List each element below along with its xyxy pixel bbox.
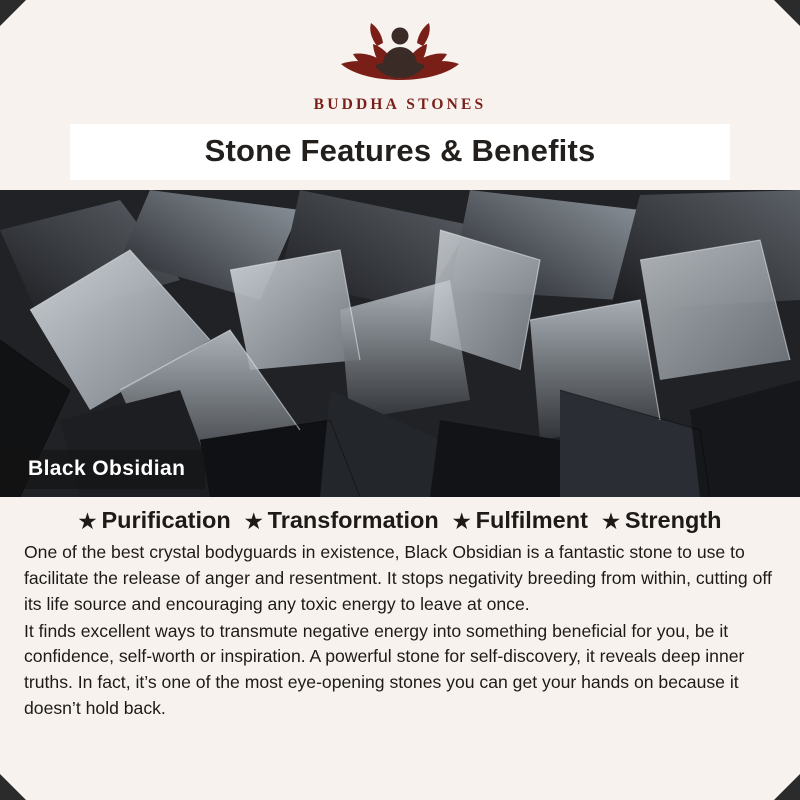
corner-wedge-bottom-left bbox=[0, 774, 26, 800]
brand-header bbox=[0, 0, 800, 114]
benefit-item bbox=[602, 507, 722, 534]
benefits-list bbox=[24, 497, 776, 538]
star-icon: ★ bbox=[244, 511, 263, 533]
benefit-item bbox=[245, 507, 439, 534]
benefit-label: Fulfilment bbox=[475, 507, 588, 533]
star-icon: ★ bbox=[601, 511, 620, 533]
benefit-label: Purification bbox=[101, 507, 231, 533]
hero-image bbox=[0, 190, 800, 497]
description-paragraph-2: It finds excellent ways to transmute negative energy into something beneficial for you, be it confidence, self-worth or inspiration. A powerful stone for self-discovery, it reveals deep inner truths. In fact, it’s one of the most eye-opening stones you can get your hands on because it doesn’t hold back. bbox=[24, 620, 745, 719]
benefit-label: Transformation bbox=[267, 507, 439, 533]
star-icon: ★ bbox=[78, 511, 97, 533]
benefit-item bbox=[453, 507, 588, 534]
description-body bbox=[24, 540, 776, 722]
benefit-label: Strength bbox=[624, 507, 722, 533]
page-title: Stone Features & Benefits bbox=[204, 133, 596, 168]
description-paragraph-1: One of the best crystal bodyguards in existence, Black Obsidian is a fantastic stone to use to facilitate the release of anger and resentment. It stops negativity breeding from within, cutting off its life source and encouraging any toxic energy to leave at once. bbox=[24, 542, 772, 614]
corner-wedge-top-left bbox=[0, 0, 26, 26]
star-icon: ★ bbox=[452, 511, 471, 533]
benefit-item bbox=[79, 507, 231, 534]
corner-wedge-top-right bbox=[774, 0, 800, 26]
content-section bbox=[0, 497, 800, 722]
hero-caption: Black Obsidian bbox=[0, 450, 205, 489]
title-band bbox=[70, 124, 730, 180]
brand-name: BUDDHA STONES bbox=[313, 96, 487, 113]
corner-wedge-bottom-right bbox=[774, 774, 800, 800]
lotus-meditation-icon bbox=[305, 16, 495, 94]
